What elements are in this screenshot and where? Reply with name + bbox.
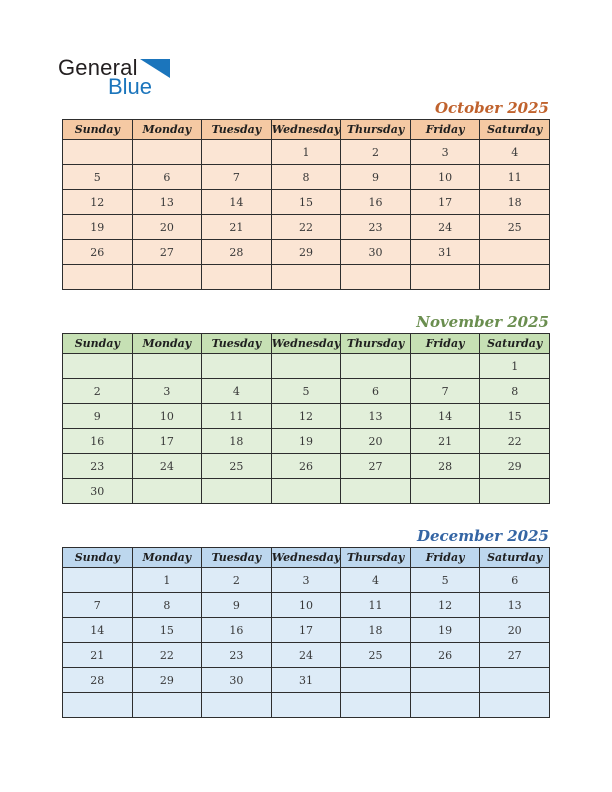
empty-day-cell	[63, 140, 133, 165]
day-cell: 13	[480, 593, 550, 618]
day-cell: 6	[341, 379, 411, 404]
empty-day-cell	[132, 693, 202, 718]
day-of-week-header: Thursday	[341, 548, 411, 568]
empty-day-cell	[341, 265, 411, 290]
month-block	[62, 313, 550, 504]
empty-day-cell	[271, 693, 341, 718]
day-cell: 1	[132, 568, 202, 593]
day-cell: 6	[480, 568, 550, 593]
day-cell: 3	[132, 379, 202, 404]
empty-day-cell	[480, 693, 550, 718]
week-row	[63, 215, 550, 240]
day-cell: 3	[410, 140, 480, 165]
day-of-week-row	[63, 548, 550, 568]
empty-day-cell	[202, 693, 272, 718]
month-title: October 2025	[434, 99, 549, 117]
week-row	[63, 165, 550, 190]
day-of-week-header: Monday	[132, 548, 202, 568]
day-cell: 29	[132, 668, 202, 693]
day-cell: 12	[63, 190, 133, 215]
week-row	[63, 354, 550, 379]
empty-day-cell	[63, 568, 133, 593]
day-of-week-header: Monday	[132, 334, 202, 354]
day-cell: 8	[271, 165, 341, 190]
day-cell: 27	[132, 240, 202, 265]
day-cell: 28	[63, 668, 133, 693]
empty-day-cell	[132, 354, 202, 379]
empty-day-cell	[480, 240, 550, 265]
day-cell: 27	[480, 643, 550, 668]
empty-day-cell	[410, 668, 480, 693]
day-cell: 29	[271, 240, 341, 265]
month-title: December 2025	[416, 527, 549, 545]
day-of-week-header: Tuesday	[202, 120, 272, 140]
day-cell: 2	[202, 568, 272, 593]
empty-day-cell	[271, 354, 341, 379]
day-cell: 28	[202, 240, 272, 265]
day-of-week-header: Wednesday	[271, 120, 341, 140]
day-cell: 15	[271, 190, 341, 215]
empty-day-cell	[202, 354, 272, 379]
day-cell: 10	[271, 593, 341, 618]
day-of-week-header: Monday	[132, 120, 202, 140]
day-cell: 13	[341, 404, 411, 429]
day-cell: 7	[202, 165, 272, 190]
day-cell: 8	[480, 379, 550, 404]
empty-day-cell	[202, 140, 272, 165]
day-cell: 17	[410, 190, 480, 215]
day-cell: 10	[410, 165, 480, 190]
week-row	[63, 190, 550, 215]
day-cell: 19	[410, 618, 480, 643]
day-cell: 4	[341, 568, 411, 593]
calendar-body	[63, 568, 550, 718]
day-of-week-header: Sunday	[63, 334, 133, 354]
day-of-week-header: Tuesday	[202, 334, 272, 354]
empty-day-cell	[341, 354, 411, 379]
day-cell: 18	[480, 190, 550, 215]
day-cell: 22	[132, 643, 202, 668]
day-cell: 19	[63, 215, 133, 240]
week-row	[63, 593, 550, 618]
day-cell: 25	[341, 643, 411, 668]
day-cell: 16	[341, 190, 411, 215]
month-block	[62, 527, 550, 718]
month-calendar-table	[62, 547, 550, 718]
empty-day-cell	[410, 265, 480, 290]
empty-day-cell	[410, 693, 480, 718]
calendar-body	[63, 354, 550, 504]
day-cell: 31	[410, 240, 480, 265]
month-calendar-table	[62, 119, 550, 290]
day-of-week-row	[63, 120, 550, 140]
day-cell: 20	[132, 215, 202, 240]
general-blue-logo	[58, 57, 170, 98]
day-cell: 20	[480, 618, 550, 643]
day-cell: 9	[341, 165, 411, 190]
day-cell: 17	[271, 618, 341, 643]
day-cell: 13	[132, 190, 202, 215]
months-container	[62, 99, 550, 741]
empty-day-cell	[341, 693, 411, 718]
day-cell: 30	[202, 668, 272, 693]
day-cell: 10	[132, 404, 202, 429]
empty-day-cell	[271, 479, 341, 504]
week-row	[63, 618, 550, 643]
day-cell: 18	[341, 618, 411, 643]
day-of-week-header: Thursday	[341, 120, 411, 140]
day-cell: 30	[63, 479, 133, 504]
week-row	[63, 479, 550, 504]
day-of-week-header: Wednesday	[271, 548, 341, 568]
week-row	[63, 568, 550, 593]
calendar-body	[63, 140, 550, 290]
day-of-week-header: Wednesday	[271, 334, 341, 354]
day-cell: 5	[271, 379, 341, 404]
day-cell: 4	[480, 140, 550, 165]
day-of-week-header: Saturday	[480, 334, 550, 354]
calendar-head	[63, 548, 550, 568]
day-cell: 4	[202, 379, 272, 404]
week-row	[63, 240, 550, 265]
day-cell: 5	[410, 568, 480, 593]
week-row	[63, 643, 550, 668]
day-cell: 14	[410, 404, 480, 429]
day-cell: 22	[271, 215, 341, 240]
month-title: November 2025	[416, 313, 549, 331]
day-of-week-header: Thursday	[341, 334, 411, 354]
empty-day-cell	[341, 668, 411, 693]
day-cell: 24	[271, 643, 341, 668]
day-cell: 9	[63, 404, 133, 429]
day-cell: 30	[341, 240, 411, 265]
empty-day-cell	[63, 354, 133, 379]
week-row	[63, 429, 550, 454]
day-cell: 11	[202, 404, 272, 429]
day-cell: 19	[271, 429, 341, 454]
day-of-week-header: Friday	[410, 334, 480, 354]
day-cell: 23	[63, 454, 133, 479]
day-of-week-row	[63, 334, 550, 354]
empty-day-cell	[63, 693, 133, 718]
day-cell: 17	[132, 429, 202, 454]
day-cell: 28	[410, 454, 480, 479]
day-cell: 14	[63, 618, 133, 643]
empty-day-cell	[480, 479, 550, 504]
day-cell: 16	[63, 429, 133, 454]
week-row	[63, 265, 550, 290]
empty-day-cell	[63, 265, 133, 290]
week-row	[63, 404, 550, 429]
empty-day-cell	[132, 140, 202, 165]
day-cell: 15	[480, 404, 550, 429]
day-cell: 11	[480, 165, 550, 190]
day-cell: 24	[132, 454, 202, 479]
week-row	[63, 668, 550, 693]
empty-day-cell	[271, 265, 341, 290]
day-cell: 9	[202, 593, 272, 618]
day-cell: 1	[480, 354, 550, 379]
day-cell: 25	[480, 215, 550, 240]
week-row	[63, 140, 550, 165]
day-cell: 26	[63, 240, 133, 265]
day-cell: 23	[341, 215, 411, 240]
empty-day-cell	[410, 479, 480, 504]
day-cell: 22	[480, 429, 550, 454]
day-cell: 11	[341, 593, 411, 618]
day-of-week-header: Saturday	[480, 120, 550, 140]
day-cell: 25	[202, 454, 272, 479]
empty-day-cell	[480, 668, 550, 693]
week-row	[63, 693, 550, 718]
day-cell: 16	[202, 618, 272, 643]
day-cell: 23	[202, 643, 272, 668]
day-cell: 15	[132, 618, 202, 643]
calendar-head	[63, 120, 550, 140]
day-cell: 20	[341, 429, 411, 454]
day-cell: 3	[271, 568, 341, 593]
day-cell: 26	[410, 643, 480, 668]
day-cell: 2	[341, 140, 411, 165]
day-cell: 27	[341, 454, 411, 479]
day-cell: 5	[63, 165, 133, 190]
day-of-week-header: Sunday	[63, 120, 133, 140]
day-cell: 21	[202, 215, 272, 240]
day-cell: 12	[271, 404, 341, 429]
day-cell: 29	[480, 454, 550, 479]
day-cell: 8	[132, 593, 202, 618]
empty-day-cell	[132, 265, 202, 290]
day-of-week-header: Tuesday	[202, 548, 272, 568]
day-cell: 14	[202, 190, 272, 215]
day-of-week-header: Friday	[410, 548, 480, 568]
day-of-week-header: Saturday	[480, 548, 550, 568]
empty-day-cell	[202, 479, 272, 504]
empty-day-cell	[341, 479, 411, 504]
day-cell: 31	[271, 668, 341, 693]
empty-day-cell	[202, 265, 272, 290]
week-row	[63, 454, 550, 479]
day-cell: 26	[271, 454, 341, 479]
day-cell: 2	[63, 379, 133, 404]
day-cell: 7	[63, 593, 133, 618]
empty-day-cell	[480, 265, 550, 290]
day-cell: 18	[202, 429, 272, 454]
month-calendar-table	[62, 333, 550, 504]
day-of-week-header: Sunday	[63, 548, 133, 568]
day-cell: 21	[63, 643, 133, 668]
day-cell: 6	[132, 165, 202, 190]
logo-text-blue: Blue	[108, 74, 153, 99]
day-cell: 7	[410, 379, 480, 404]
day-of-week-header: Friday	[410, 120, 480, 140]
day-cell: 12	[410, 593, 480, 618]
logo-text-general: General	[58, 55, 138, 80]
week-row	[63, 379, 550, 404]
empty-day-cell	[132, 479, 202, 504]
day-cell: 1	[271, 140, 341, 165]
day-cell: 24	[410, 215, 480, 240]
month-block	[62, 99, 550, 290]
calendar-head	[63, 334, 550, 354]
day-cell: 21	[410, 429, 480, 454]
empty-day-cell	[410, 354, 480, 379]
